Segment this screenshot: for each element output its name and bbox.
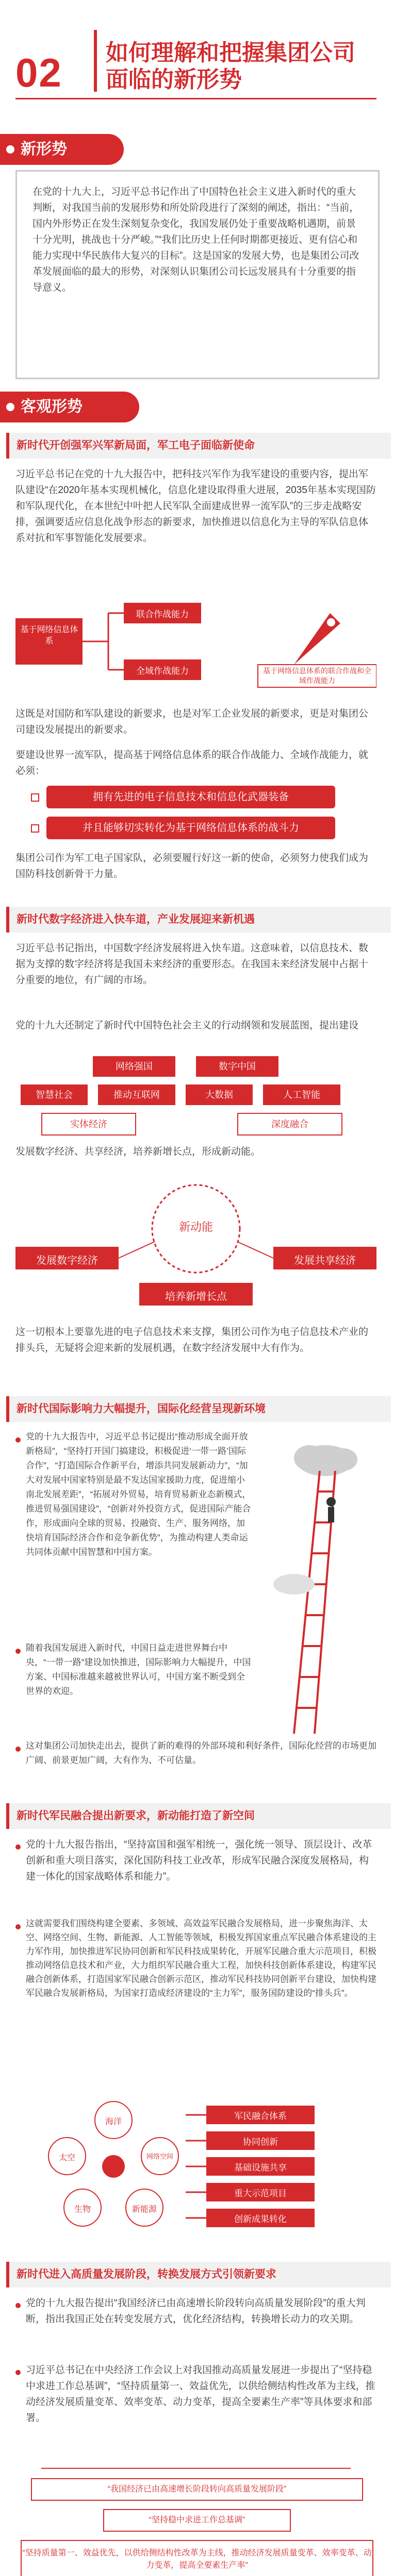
domain-label: 生物 [74, 2205, 91, 2214]
subheading-international [6, 1396, 391, 1422]
paragraph-dot [15, 1924, 21, 1929]
international-paragraph-2: 随着我国发展进入新时代，中国日益走进世界舞台中央，“一带一路”建设加快推进，国际影响力大幅提升，中国方案、中国标准越来越被世界认可，中国方案不断受到全世界的欢迎。 [26, 1643, 251, 1696]
cloud-icon [294, 1445, 357, 1476]
diagram-bottom-label: 全域作战能力 [136, 666, 189, 676]
paragraph-dot [15, 2303, 21, 2308]
bullet-marker [31, 793, 39, 802]
international-paragraph-3: 这对集团公司加快走出去，提供了新的难得的外部环境和利好条件，国际化经营的市场更加广阔、前景更加广阔，大有作为、不可估量。 [26, 1741, 376, 1765]
domain-label: 网络空间 [146, 2153, 173, 2160]
blueprint-item: 数字中国 [196, 1056, 278, 1077]
climbing-person-icon [326, 1497, 336, 1522]
digital-paragraph-2: 党的十九大还制定了新时代中国特色社会主义的行动纲领和发展蓝图，提出建设 [15, 1020, 359, 1031]
new-situation-frame [15, 170, 380, 379]
page-title-line2: 面临的新形势 [106, 67, 242, 92]
quote-box-1: “我国经济已由高速增长阶段转向高质量发展阶段” [31, 2478, 363, 2501]
momentum-bottom-label: 培养新增长点 [165, 1291, 227, 1302]
subheading-text: 新时代军民融合提出新要求，新动能打造了新空间 [17, 1810, 255, 1822]
paragraph-dot [15, 1844, 21, 1850]
subheading-digital-economy [6, 907, 391, 933]
domain-label: 海洋 [105, 2117, 122, 2126]
subheading-military [6, 433, 391, 459]
blueprint-item: 推动互联网 [98, 1084, 175, 1105]
page-header [0, 0, 394, 108]
digital-paragraph-1: 习近平总书记指出，中国数字经济发展将进入快车道。这意味着，以信息技术、数据为支撑的数字经济将是我国未来经济的重要形态。在我国未来经济发展中占据十分重要的地位，有广阔的市场。 [15, 943, 369, 986]
quote-box-3: “坚持质量第一、效益优先，以供给侧结构性改革为主线，推动经济发展质量变革、效率变革、动力变革，提高全要素生产率” [21, 2540, 373, 2576]
domain-label: 太空 [58, 2154, 75, 2162]
civil-military-paragraph-2: 这就需要我们围绕构建全要素、多领域、高效益军民融合发展格局，进一步聚焦海洋、太空、网络空间、生物、新能源、人工智能等领域，积极发挥国家重点军民融合体系建设的主力军作用，加快推进军民协同创新和军民科技成果转化，开展军民融合重大示范项目，积极推动网络信息技术和产业，大力组织军民融合重大工程，加快科技创新体系建设，构建军民融合创新体系，打造国家军民融合创新示范区，推动军民科技协同创新平台建设，加快构建军民融合发展新格局，为国家打造成经济建设的“主力军”，服务国防建设的“排头兵”。 [26, 1919, 376, 1998]
new-situation-paragraph: 在党的十九大上，习近平总书记作出了中国特色社会主义进入新时代的重大判断，对我国当前的发展形势和所处阶段进行了深刻的阐述，指出：“当前，国内外形势正在发生深刻复杂变化，我国发展仍处于重要战略机遇期，前景十分光明，挑战也十分严峻。”“我们比历史上任何时期都更接近、更有信心和能力实现中华民族伟大复兴的目标”。这是国家的发展大势，也是集团公司改革发展面临的最大的形势，对深刻认识集团公司长远发展具有十分重要的指导意义。 [32, 187, 359, 293]
military-paragraph-3: 要建设世界一流军队，提高基于网络信息体系的联合作战能力、全域作战能力，就必须： [15, 750, 369, 776]
blueprint-item: 人工智能 [263, 1084, 340, 1105]
digital-paragraph-3: 发展数字经济、共享经济，培养新增长点，形成新动能。 [15, 1146, 261, 1157]
momentum-right-label: 发展共享经济 [294, 1255, 356, 1266]
header-divider [94, 30, 97, 92]
diagram-left-label: 基于网络信息体系 [20, 625, 78, 646]
subheading-text: 新时代国际影响力大幅提升，国际化经营呈现新环境 [17, 1403, 266, 1415]
military-paragraph-2: 这既是对国防和军队建设的新要求，也是对军工企业发展的新要求，更是对集团公司建设发展提出的新要求。 [15, 708, 369, 735]
civil-military-label: 基础设施共享 [234, 2163, 287, 2173]
military-paragraph-1: 习近平总书记在党的十九大报告中，把科技兴军作为我军建设的重要内容，提出军队建设“在2020年基本实现机械化，信息化建设取得重大进展，2035年基本实现国防和军队现代化，在本世纪中叶把人民军队全面建成世界一流军队”的三步走战略安排，强调要适应信息化战争形态的新要求，加快推进以信息化为主导的军队信息体系对抗和军事智能化发展要求。 [15, 469, 376, 544]
paragraph-dot [15, 1649, 21, 1654]
international-paragraph-1: 党的十九大报告中，习近平总书记提出“推动形成全面开放新格局”，“坚持打开国门搞建设，积极促进‘一带一路’国际合作”，“打造国际合作新平台，增添共同发展新动力”，“加大对发展中国家特别是最不发达国家援助力度，促进缩小南北发展差距”，“拓展对外贸易，培育贸易新业态新模式，推进贸易强国建设”，“创新对外投资方式，促进国际产能合作，形成面向全球的贸易、投融资、生产、服务网络，加快培育国际经济合作和竞争新优势”，为推动构建人类命运共同体贡献中国智慧和中国方案。 [26, 1432, 251, 1557]
blueprint-item: 大数据 [186, 1084, 253, 1105]
bullet-marker [31, 824, 39, 833]
subheading-text: 新时代数字经济进入快车道，产业发展迎来新机遇 [17, 913, 255, 925]
section-tag-objective-situation: 客观形势 [0, 392, 139, 422]
quality-paragraph-2: 习近平总书记在中央经济工作会议上对我国推动高质量发展进一步提出了“坚持稳中求进工作总基调”，“坚持质量第一、效益优先，以供给侧结构性改革为主线，推动经济发展质量变革、效率变革、动力变革，提高全要素生产率”等具体要求和部署。 [26, 2365, 375, 2424]
quality-paragraph-1: 党的十九大报告提出“我国经济已由高速增长阶段转向高质量发展阶段”的重大判断，指出我国正处在转变发展方式，优化经济结构，转换增长动力的攻关期。 [26, 2298, 366, 2325]
quote-box-2: “坚持稳中求进工作总基调” [103, 2509, 291, 2532]
civil-military-label: 军民融合体系 [234, 2111, 287, 2121]
blueprint-item: 智慧社会 [21, 1084, 88, 1105]
cloud-icon [273, 1574, 315, 1595]
domain-label: 新能源 [132, 2205, 157, 2214]
civil-military-label: 创新成果转化 [234, 2214, 287, 2224]
momentum-center-label: 新动能 [178, 1221, 213, 1233]
page-title-line1: 如何理解和把握集团公司 [106, 40, 355, 65]
blueprint-item: 实体经济 [41, 1113, 136, 1136]
military-paragraph-4: 集团公司作为军工电子国家队，必须要履行好这一新的使命，必须努力使我们成为国防科技创新骨干力量。 [15, 853, 369, 879]
ladder-illustration [263, 1430, 382, 1739]
civil-military-label: 协同创新 [243, 2137, 278, 2147]
blueprint-item: 深度融合 [237, 1113, 342, 1136]
quote-divider [41, 2468, 351, 2469]
military-bullet-1: 拥有先进的电子信息技术和信息化武器装备 [46, 786, 335, 808]
paragraph-dot [15, 1437, 21, 1443]
paragraph-dot [15, 1747, 21, 1752]
subheading-civil-military [6, 1803, 391, 1829]
subheading-high-quality [6, 2262, 391, 2287]
military-bullet-2: 并且能够切实转化为基于网络信息体系的战斗力 [46, 817, 335, 839]
diagram-top-label: 联合作战能力 [136, 609, 189, 619]
digital-paragraph-4: 这一切根本上要靠先进的电子信息技术来支撑，集团公司作为电子信息技术产业的排头兵，无疑将会迎来新的发展机遇，在数字经济发展中大有作为。 [15, 1327, 369, 1353]
civil-military-paragraph-1: 党的十九大报告指出，“坚持富国和强军相统一，强化统一领导、顶层设计、改革创新和重大项目落实，深化国防科技工业改革，形成军民融合深度发展格局，构建一体化的国家战略体系和能力”。 [26, 1839, 372, 1882]
blueprint-item: 网络强国 [93, 1056, 175, 1077]
civil-military-label: 重大示范项目 [234, 2189, 287, 2198]
section-tag-new-situation: 新形势 [0, 134, 124, 165]
subheading-text: 新时代进入高质量发展阶段，转换发展方式引领新要求 [17, 2268, 276, 2280]
section-number: 02 [15, 50, 62, 95]
paragraph-dot [15, 2370, 21, 2375]
momentum-left-label: 发展数字经济 [36, 1255, 98, 1266]
header-underline [15, 98, 376, 99]
subheading-text: 新时代开创强军兴军新局面，军工电子面临新使命 [17, 439, 255, 451]
diagram-right-label: 基于网络信息体系的联合作战和全域作战能力 [263, 667, 371, 685]
